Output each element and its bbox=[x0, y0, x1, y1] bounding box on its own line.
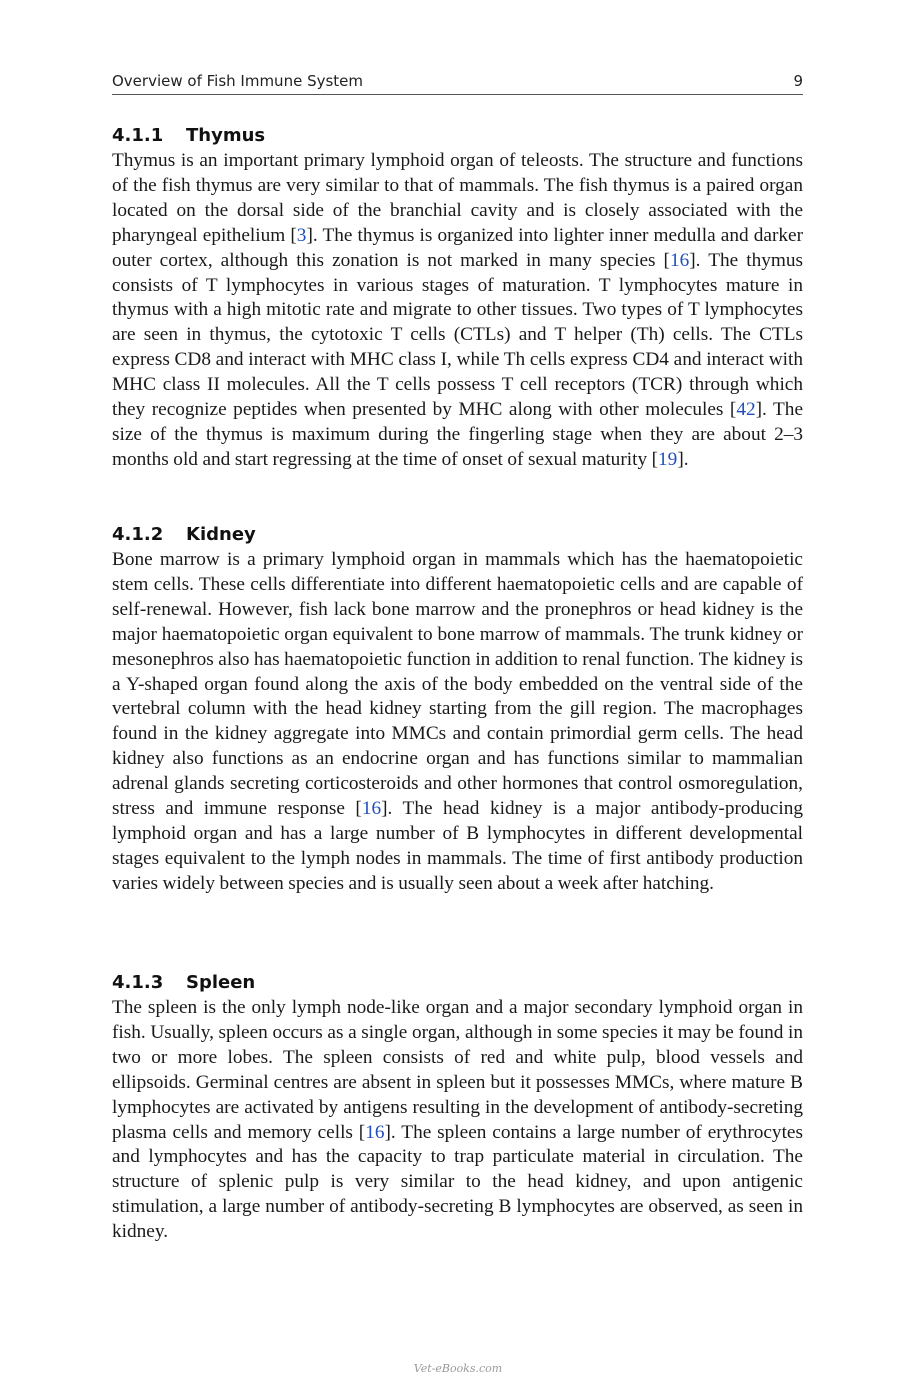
section-kidney bbox=[112, 522, 803, 897]
section-title: Spleen bbox=[186, 972, 256, 993]
paragraph-text: ]. The thymus consists of T lymphocytes in various stages of maturation. T lymphocytes mature in thymus with a high mitotic rate and migrate to other tissues. Two types of T lymphocytes are seen in thymus, the cytotoxic T cells (CTLs) and T helper (Th) cells. The CTLs express CD8 and interact with MHC class I, while Th cells express CD4 and interact with MHC class II molecules. All the T cells possess T cell receptors (TCR) through which they recognize peptides when presented by MHC along with other molecules [ bbox=[112, 249, 803, 421]
section-number: 4.1.2 bbox=[112, 524, 164, 545]
paragraph-text: ]. The spleen contains a large number of erythrocytes and lymphocytes and has the capacity to trap particulate material in circulation. The structure of splenic pulp is very similar to the head kidney, and upon antigenic stimulation, a large number of antibody-secreting B lymphocytes are observed, as seen in kidney. bbox=[112, 1121, 803, 1243]
section-paragraph bbox=[112, 996, 803, 1245]
section-title: Thymus bbox=[186, 125, 266, 146]
paragraph-text: ]. The head kidney is a major antibody-producing lymphoid organ and has a large number of B lymphocytes in different developmental stages equivalent to the lymph nodes in mammals. The time of first antibody production varies widely between species and is usually seen about a week after hatching. bbox=[112, 798, 803, 894]
paragraph-text: Bone marrow is a primary lymphoid organ in mammals which has the haematopoietic stem cells. These cells differentiate into different haematopoietic cells and are capable of self-renewal. However, fish lack bone marrow and the pronephros or head kidney is the major haematopoietic organ equivalent to bone marrow of mammals. The trunk kidney or mesonephros also has haematopoietic function in addition to renal function. The kidney is a Y-shaped organ found along the axis of the body embedded on the ventral side of the vertebral column with the head kidney starting from the gill region. The macrophages found in the kidney aggregate into MMCs and contain primordial germ cells. The head kidney also functions as an endocrine organ and has functions similar to mammalian adrenal glands secreting corticosteroids and other hormones that control osmoregulation, stress and immune response [ bbox=[112, 549, 803, 820]
section-thymus bbox=[112, 123, 803, 473]
section-number: 4.1.1 bbox=[112, 125, 164, 146]
watermark-logo: Vet-eBooks.com bbox=[413, 1362, 503, 1375]
section-spleen bbox=[112, 970, 803, 1245]
citation-link[interactable]: 16 bbox=[361, 798, 382, 820]
paragraph-text: ]. The size of the thymus is maximum during the fingerling stage when they are about 2–3 months old and start regressing at the time of onset of sexual maturity [ bbox=[112, 399, 804, 470]
section-heading bbox=[112, 970, 803, 996]
section-paragraph bbox=[112, 548, 803, 897]
section-number: 4.1.3 bbox=[112, 972, 164, 993]
citation-link[interactable]: 16 bbox=[365, 1121, 385, 1143]
running-head bbox=[112, 70, 803, 95]
running-head-title: Overview of Fish Immune System bbox=[112, 72, 364, 90]
paragraph-text: ]. The thymus is organized into lighter inner medulla and darker outer cortex, although this zonation is not marked in many species [ bbox=[112, 224, 803, 271]
paragraph-text: ]. bbox=[677, 448, 689, 470]
section-paragraph bbox=[112, 149, 803, 473]
page-number: 9 bbox=[793, 72, 803, 90]
citation-link[interactable]: 19 bbox=[658, 448, 678, 470]
citation-link[interactable]: 16 bbox=[669, 249, 690, 271]
paragraph-text: Thymus is an important primary lymphoid organ of teleosts. The structure and functions of the fish thymus are very similar to that of mammals. The fish thymus is a paired organ located on the dorsal side of the branchial cavity and is closely associated with the pharyngeal epithelium [ bbox=[112, 150, 803, 246]
section-heading bbox=[112, 522, 803, 548]
citation-link[interactable]: 42 bbox=[736, 399, 756, 421]
citation-link[interactable]: 3 bbox=[296, 224, 307, 246]
section-title: Kidney bbox=[186, 524, 256, 545]
paragraph-text: The spleen is the only lymph node-like organ and a major secondary lymphoid organ in fish. Usually, spleen occurs as a single organ, although in some species it may be found in two or more lobes. The spleen consists of red and white pulp, blood vessels and ellipsoids. Germinal centres are absent in spleen but it possesses MMCs, where mature B lymphocytes are activated by antigens resulting in the development of antibody-secreting plasma cells and memory cells [ bbox=[112, 997, 803, 1143]
section-heading bbox=[112, 123, 803, 149]
